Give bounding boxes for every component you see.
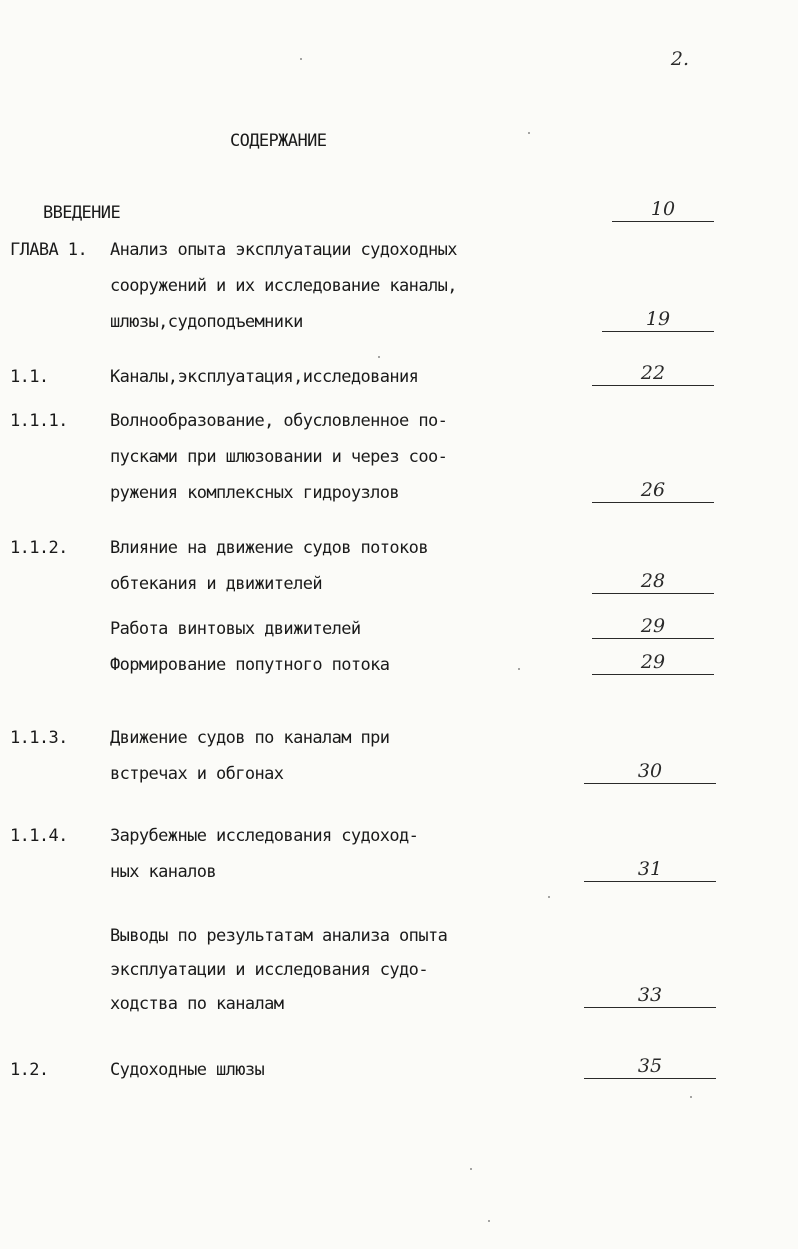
section-number: 1.1.4.: [10, 826, 68, 846]
section-number: 1.1.: [10, 367, 49, 387]
page-ref-number: 31: [637, 858, 663, 880]
page-ref-underline: [584, 881, 716, 882]
scan-speck: [690, 1096, 692, 1098]
page-ref-number: 26: [640, 479, 666, 501]
section-title-line: Судоходные шлюзы: [110, 1060, 265, 1080]
scan-speck: [548, 896, 550, 898]
page-ref-number: 29: [640, 651, 666, 673]
section-title-line: Зарубежные исследования судоход-: [110, 826, 419, 846]
page-ref-underline: [584, 1007, 716, 1008]
page-ref-number: 10: [650, 198, 676, 220]
section-number: 1.1.1.: [10, 411, 68, 431]
section-title-line: эксплуатации и исследования судо-: [110, 960, 428, 980]
page-ref-underline: [592, 638, 714, 639]
section-number: ГЛАВА 1.: [10, 240, 88, 260]
section-title-line: пусками при шлюзовании и через соо-: [110, 447, 448, 467]
scan-speck: [470, 1168, 472, 1170]
page-ref-underline: [592, 502, 714, 503]
scan-speck: [518, 668, 520, 670]
section-title-line: ружения комплексных гидроузлов: [110, 483, 400, 503]
scan-speck: [488, 1220, 490, 1222]
section-title-line: шлюзы,судоподъемники: [110, 312, 303, 332]
page-ref-underline: [584, 783, 716, 784]
page-number: 2.: [670, 48, 690, 70]
section-number: 1.2.: [10, 1060, 49, 1080]
section-title-line: Анализ опыта эксплуатации судоходных: [110, 240, 457, 260]
page-ref-number: 29: [640, 615, 666, 637]
page-ref-number: 19: [645, 308, 671, 330]
page-ref-number: 28: [640, 570, 666, 592]
section-title-line: встречах и обгонах: [110, 764, 284, 784]
scan-speck: [378, 356, 380, 358]
section-title-line: Формирование попутного потока: [110, 655, 390, 675]
section-title-line: Выводы по результатам анализа опыта: [110, 926, 448, 946]
page-ref-underline: [602, 331, 714, 332]
section-title-line: ных каналов: [110, 862, 216, 882]
section-title-line: сооружений и их исследование каналы,: [110, 276, 457, 296]
section-title-line: Каналы,эксплуатация,исследования: [110, 367, 419, 387]
page-ref-number: 30: [637, 760, 663, 782]
page-ref-underline: [592, 674, 714, 675]
section-title-line: Влияние на движение судов потоков: [110, 538, 428, 558]
page-ref-number: 35: [637, 1055, 663, 1077]
page-ref-underline: [592, 385, 714, 386]
section-title-line: Движение судов по каналам при: [110, 728, 390, 748]
page-title: СОДЕРЖАНИЕ: [230, 131, 327, 151]
page-ref-underline: [612, 221, 714, 222]
section-number: 1.1.2.: [10, 538, 68, 558]
section-title-line: Волнообразование, обусловленное по-: [110, 411, 448, 431]
section-number: 1.1.3.: [10, 728, 68, 748]
section-title-line: ходства по каналам: [110, 994, 284, 1014]
section-title-line: обтекания и движителей: [110, 574, 322, 594]
page-ref-number: 33: [637, 984, 663, 1006]
section-title-line: ВВЕДЕНИЕ: [43, 203, 121, 223]
page-ref-number: 22: [640, 362, 666, 384]
scan-speck: [300, 58, 302, 60]
section-title-line: Работа винтовых движителей: [110, 619, 361, 639]
page-ref-underline: [592, 593, 714, 594]
scan-speck: [528, 132, 530, 134]
page-ref-underline: [584, 1078, 716, 1079]
